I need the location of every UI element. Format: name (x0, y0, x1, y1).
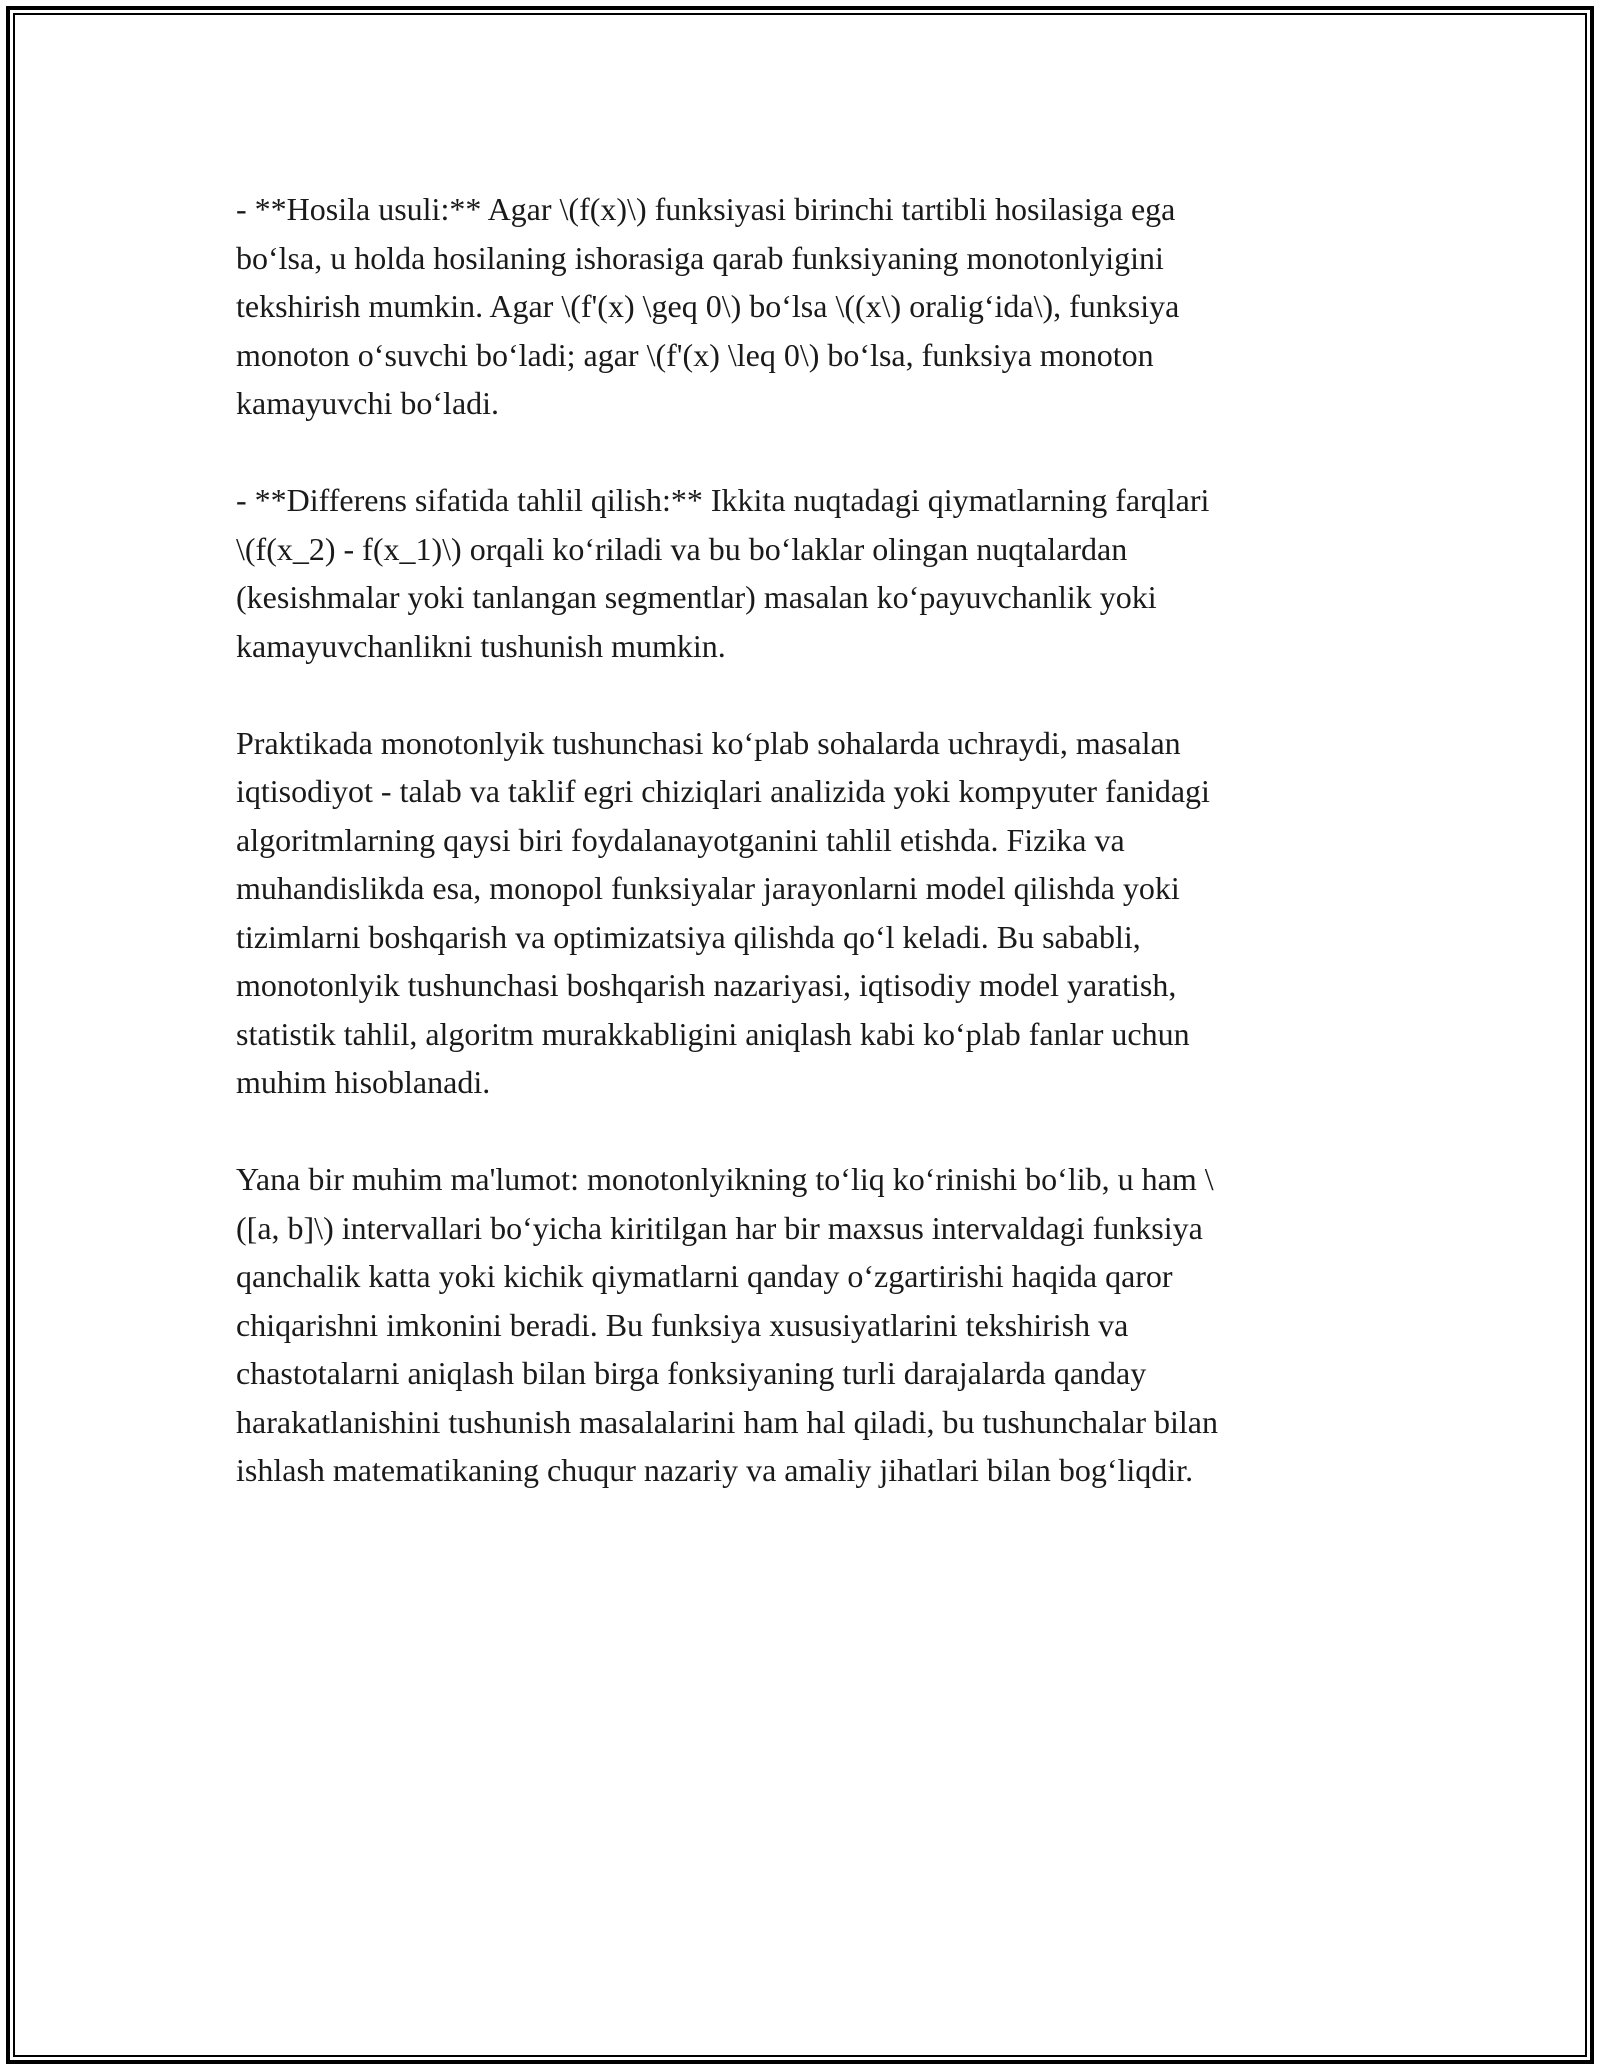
text-line: (kesishmalar yoki tanlangan segmentlar) masalan ko‘payuvchanlik yoki (236, 579, 1157, 615)
text-line: tizimlarni boshqarish va optimizatsiya qilishda qo‘l keladi. Bu sababli, (236, 918, 1141, 955)
text-line: algoritmlarning qaysi biri foydalanayotganini tahlil etishda. Fizika va (236, 821, 1125, 858)
paragraph-hosila-usuli (236, 185, 1366, 428)
text-line: chastotalarni aniqlash bilan birga fonksiyaning turli darajalarda qanday (236, 1355, 1147, 1391)
text-line: harakatlanishini tushunish masalalarini ham hal qiladi, bu tushunchalar bilan (236, 1403, 1218, 1440)
text-line: monotonlyik tushunchasi boshqarish nazariyasi, iqtisodiy model yaratish, (236, 967, 1177, 1003)
text-line: \(f(x_2) - f(x_1)\) orqali ko‘riladi va bu bo‘laklar olingan nuqtalardan (236, 530, 1128, 567)
text-line: ishlash matematikaning chuqur nazariy va amaliy jihatlari bilan bog‘liqdir. (236, 1452, 1194, 1488)
text-line: Praktikada monotonlyik tushunchasi ko‘plab sohalarda uchraydi, masalan (236, 724, 1181, 761)
text-line: qanchalik katta yoki kichik qiymatlarni qanday o‘zgartirishi haqida qaror (236, 1258, 1173, 1294)
document-body (236, 185, 1366, 1543)
text-line: kamayuvchanlikni tushunish mumkin. (236, 627, 726, 664)
paragraph-yana-bir (236, 1155, 1366, 1495)
paragraph-differens (236, 476, 1366, 670)
text-line: statistik tahlil, algoritm murakkabligini aniqlash kabi ko‘plab fanlar uchun (236, 1015, 1190, 1052)
text-line: chiqarishni imkonini beradi. Bu funksiya xususiyatlarini tekshirish va (236, 1306, 1129, 1343)
text-line: Yana bir muhim ma'lumot: monotonlyikning to‘liq ko‘rinishi bo‘lib, u ham \ (236, 1161, 1214, 1197)
text-line: monoton o‘suvchi bo‘ladi; agar \(f'(x) \leq 0\) bo‘lsa, funksiya monoton (236, 336, 1154, 373)
text-line: iqtisodiyot - talab va taklif egri chiziqlari analizida yoki kompyuter fanidagi (236, 773, 1210, 809)
text-line: ([a, b]\) intervallari bo‘yicha kiritilgan har bir maxsus intervaldagi funksiya (236, 1209, 1203, 1246)
text-line: muhim hisoblanadi. (236, 1064, 491, 1100)
paragraph-praktikada (236, 719, 1366, 1107)
text-line: - **Hosila usuli:** Agar \(f(x)\) funksiyasi birinchi tartibli hosilasiga ega (236, 191, 1176, 227)
text-line: bo‘lsa, u holda hosilaning ishorasiga qarab funksiyaning monotonlyigini (236, 239, 1164, 276)
text-line: kamayuvchi bo‘ladi. (236, 385, 500, 421)
text-line: muhandislikda esa, monopol funksiyalar jarayonlarni model qilishda yoki (236, 870, 1180, 906)
text-line: - **Differens sifatida tahlil qilish:** Ikkita nuqtadagi qiymatlarning farqlari (236, 482, 1210, 518)
text-line: tekshirish mumkin. Agar \(f'(x) \geq 0\) bo‘lsa \((x\) oralig‘ida\), funksiya (236, 288, 1180, 324)
